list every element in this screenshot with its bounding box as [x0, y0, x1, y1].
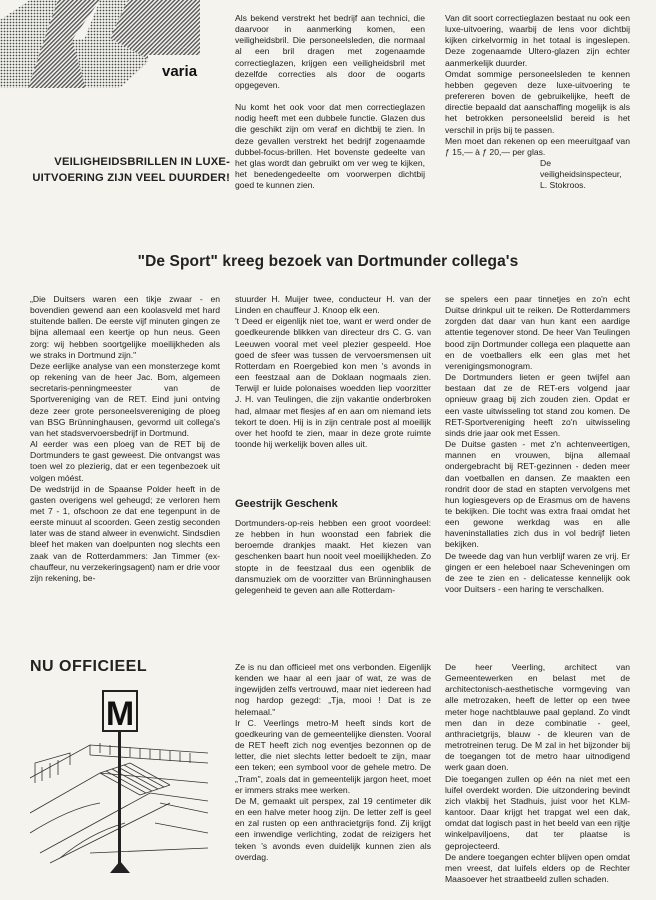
paragraph: se spelers een paar tinnetjes en zo'n echt Duitse drinkpul uit te reiken. De Rotterdammers zorgden dat daar van hun kant een aardige attentie tegenover stond. De heer Van Teulingen bood zijn Dortmunder collega een plaquette aan en de voetballers elk een glas met het verenigingsmonogram.	[445, 294, 630, 371]
paragraph: Van dit soort correctieglazen bestaat nu ook een luxe-uitvoering, waarbij de lens voor dichtbij kijken cirkelvormig in het totaal is ingeslepen. Deze zogenaamde Ultero-glazen zijn echter aanmerkelijk duurder.	[445, 13, 630, 68]
paragraph: Omdat sommige personeelsleden te kennen hebben gegeven deze luxe-uitvoering te prefereren boven de gebruikelijke, heeft de directie bepaald dat aanschaffing mogelijk is als het betrokken personeelslid bereid is het verschil in prijs bij te passen.	[445, 68, 630, 135]
varia-headline	[30, 154, 230, 186]
paragraph: De tweede dag van hun verblijf waren ze vrij. Er gingen er een heleboel naar Scheveningen om de zee te zien en - delicatesse kennelijk ook voor Duitsers - een haring te verschalken.	[445, 550, 630, 595]
paragraph: De andere toegangen echter blijven open omdat men vreest, dat luifels elders op de Rechter Maasoever het straatbeeld zullen schaden.	[445, 851, 630, 884]
paragraph: Nu komt het ook voor dat men correctieglazen nodig heeft met een dubbele functie. Glazen dus die geschikt zijn om veraf en dichtbij te zien. In deze gevallen verstrekt het bedrijf zogenaamde dubbel-focus-brillen. Het bovenste gedeelte van het glas wordt dan gebruikt om ver weg te kijken, het benedengedeelte om voorwerpen dichtbij goed te kunnen zien.	[235, 102, 425, 191]
paragraph: De M, gemaakt uit perspex, zal 19 centimeter dik en een halve meter hoog zijn. De letter zelf is geel en zal rusten op een anthracietgrijs fond. Zij krijgt een inwendige verlichting, zodat de reizigers het teken 's avonds even duidelijk kunnen zien als overdag.	[235, 795, 431, 862]
varia-headline-line-2: UITVOERING ZIJN VEEL DUURDER!	[32, 172, 230, 184]
paragraph: Als bekend verstrekt het bedrijf aan technici, die daarvoor in aanmerking komen, een veiligheidsbril. Die personeelsleden, die normaal al een bril dragen met zogenaamde correctieglazen, krijgen een veiligheidsbril met dezelfde correcties als door de oogarts opgegeven.	[235, 13, 425, 90]
paragraph: Die toegangen zullen op één na niet met een luifel overdekt worden. Die uitzondering bevindt zich vlakbij het Stadhuis, juist voor het KLM-kantoor. Daar krijgt het trapgat wel een dak, omdat dat logisch past in het beeld van een rijtje winkelpaviljoens, dat ter plaatse is geprojecteerd.	[445, 773, 630, 851]
paragraph: De wedstrijd in de Spaanse Polder heeft in de gasten overigens wel geheugd; ze verloren hem met 7 - 1, ofschoon ze dat ene tegenpunt in de eerste minuut al scoorden. Geen zestig seconden later was de stand alweer in evenwicht. Sindsdien bleef het maken van doelpunten nog slechts een zaak van de Rotterdammers: Jan Timmer (ex-chauffeur, nu verzekeringsagent) nam er drie voor zijn rekening, be-	[30, 483, 220, 583]
metro-station-illustration	[30, 683, 208, 881]
paragraph: De Duitse gasten - met z'n achtenveertigen, mannen en vrouwen, bijna allemaal ondergebracht bij RET-gezinnen - deden meer dan voetballen en dansen. Ze maakten een rondrit door de stad en stapten vervolgens met hun logiesgevers op de Erasmus om de havens te bekijken. Die tocht was extra fraai omdat het een gewone werkdag was en alle haveninstallaties zich dus in vol bedrijf lieten bekijken.	[445, 439, 630, 550]
paragraph: Ir C. Veerlings metro-M heeft sinds kort de goedkeuring van de gemeentelijke diensten. Vooral de RET heeft zich nog eventjes bezonnen op de letter, die niet slechts letter bedoelt te zijn, maar een teken; een symbool voor de gehele metro. De „Tram", zoals dat in gemeentelijk jargon heet, moet er immers straks mee werken.	[235, 717, 431, 795]
officieel-column-1	[235, 662, 431, 863]
paragraph: De Dortmunders lieten er geen twijfel aan bestaan dat ze de RET-ers volgend jaar opnieuw graag bij zich zouden zien. Opdat er een vaste uitwisseling tot stand zou komen. De RET-Sportvereniging heeft zo'n uitwisseling sinds drie jaar ook met Essen.	[445, 372, 630, 438]
paragraph: 't Deed er eigenlijk niet toe, want er werd onder de goedkeurende blikken van directeur drs C. G. van Leeuwen vooral met veel plezier gespeeld. Hoe goed de sfeer was tussen de vervoersmensen uit Rotterdam en Roergebied kon men 's avonds in een feestzaal aan de Doklaan nogmaals zien. Terwijl er luide polonaises woedden liep voorzitter J. H. van Teulingen, die zijn vakantie onderbroken had, almaar met flesjes af en aan om niemand iets tekort te doen. Hij is in zijn centrale post al moeilijk over het hoofd te zien, maar in deze grote ruimte toonde hij werkelijk boven alles uit.	[235, 316, 431, 450]
varia-headline-line-1: VEILIGHEIDSBRILLEN IN LUXE-	[54, 156, 230, 168]
sport-headline: "De Sport" kreeg bezoek van Dortmunder collega's	[137, 253, 519, 270]
paragraph: stuurder H. Muijer twee, conducteur H. van der Linden en chauffeur J. Knoop elk een.	[235, 294, 431, 316]
paragraph: Men moet dan rekenen op een meeruitgaaf van ƒ 15,— à ƒ 20,— per glas.	[445, 135, 630, 157]
sport-column-2b	[235, 518, 431, 596]
paragraph: Deze eerlijke analyse van een monsterzege komt op rekening van de heer Jac. Bom, algemeen secretaris-penningmeester van de Sportvereniging van de RET. Eind juni ontving deze zeer grote personeelsvereniging de ploeg van BSG Brünninghausen, gevormd uit collega's van het stadsvervoersbedrijf in Dortmund.	[30, 360, 220, 438]
sport-column-2	[235, 294, 431, 450]
sport-subheading: Geestrijk Geschenk	[235, 498, 338, 510]
sport-column-3	[445, 294, 630, 595]
paragraph: „Die Duitsers waren een tikje zwaar - en bovendien gewend aan een koolasveld met hard stuitende ballen. De eerste vijf minuten gingen ze bijna allemaal een keertje op hun neus. Geen zorg: wij hebben soortgelijke moeilijkheden als we straks in Dortmund zijn."	[30, 294, 220, 360]
signature-name: L. Stokroos.	[540, 180, 586, 191]
section-label-varia: varia	[162, 63, 198, 80]
paragraph: Dortmunders-op-reis hebben een groot voordeel: ze hebben in hun woonstad een fabriek die beroemde drankjes maakt. Het kiezen van geschenken baart hun nooit veel moeilijkheden. Zo stopte in de feestzaal dus een ogenblik de dansmuziek om de voorzitter van Brünninghausen gelegenheid te geven aan alle Rotterdam-	[235, 518, 431, 595]
officieel-column-2	[445, 662, 630, 885]
signature-title: De veiligheidsinspecteur,	[540, 158, 622, 180]
paragraph: Ze is nu dan officieel met ons verbonden. Eigenlijk kenden we haar al een jaar of wat, ze was de ingewijden zelfs vertrouwd, maar niet iedereen had nog hardop gezegd: „Tja, mooi ! Dat is ze helemaal."	[235, 662, 431, 717]
sport-column-1	[30, 294, 220, 584]
varia-column-1	[235, 13, 425, 191]
metro-sketch	[30, 683, 208, 881]
paragraph: De heer Veerling, architect van Gemeentewerken en belast met de architectonisch-aesthetische vormgeving van alle metrozaken, heeft de letter op een twee meter hoge nachtblauwe paal gepland. Zo vindt men dan in deze combinatie - geel, anthracietgrijs, blauw - de kleuren van de metrotreinen terug. De M zal in het bijzonder bij de toegangen tot de metro haar uitnodigend werk gaan doen.	[445, 662, 630, 773]
officieel-headline: NU OFFICIEEL	[30, 658, 148, 675]
metro-m-logo: M	[105, 695, 135, 733]
paragraph: Al eerder was een ploeg van de RET bij de Dortmunders te gast geweest. Die ontvangst was toen wel zo plezierig, dat er een tegenbezoek uit volgen móést.	[30, 439, 220, 483]
varia-column-2	[445, 13, 630, 192]
